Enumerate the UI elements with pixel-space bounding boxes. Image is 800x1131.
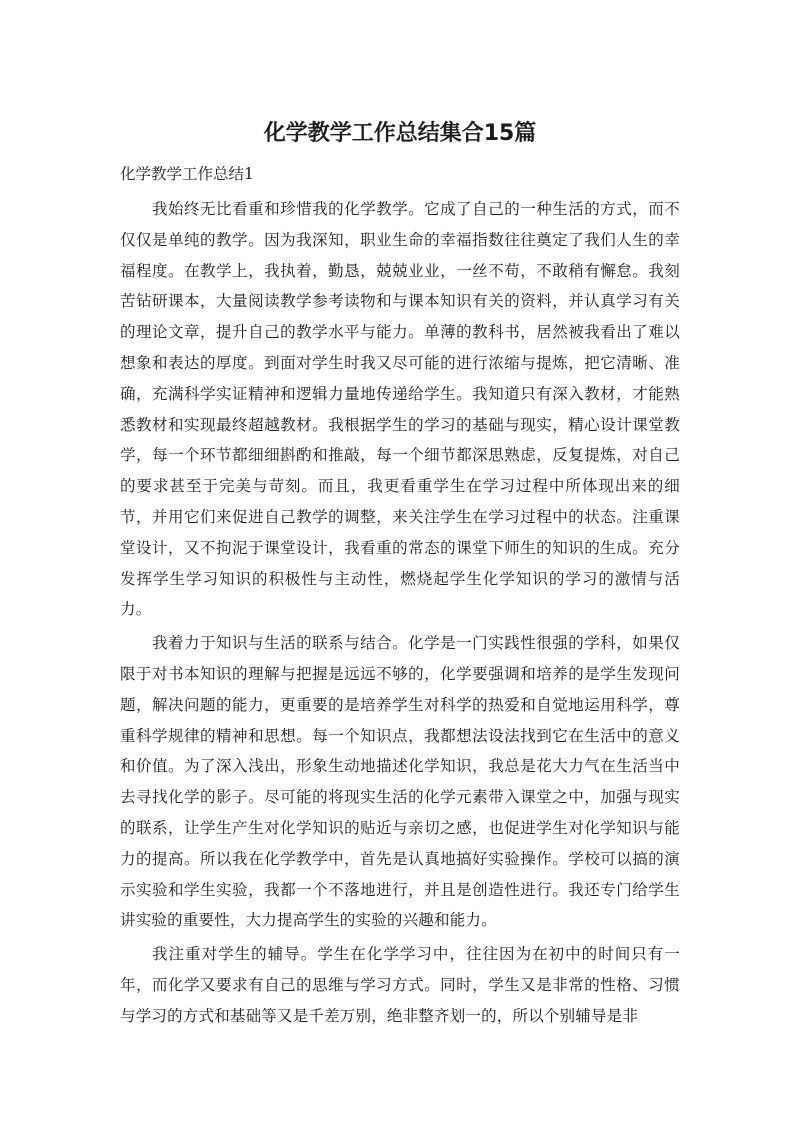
paragraph: 我注重对学生的辅导。学生在化学学习中，往往因为在初中的时间只有一年，而化学又要求有自己的思维与学习方式。同时，学生又是非常的性格、习惯与学习的方式和基础等又是千差万别，绝非整齐划一的，所以个别辅导是非 [120, 945, 680, 1025]
document-body [120, 194, 680, 1035]
document-title: 化学教学工作总结集合15篇 [263, 121, 537, 146]
paragraph: 我始终无比看重和珍惜我的化学教学。它成了自己的一种生活的方式，而不仅仅是单纯的教学。因为我深知，职业生命的幸福指数往往奠定了我们人生的幸福程度。在教学上，我执着，勤恳，兢兢业业，一丝不苟，不敢稍有懈怠。我刻苦钻研课本，大量阅读教学参考读物和与课本知识有关的资料，并认真学习有关的理论文章，提升自己的教学水平与能力。单薄的教科书，居然被我看出了难以想象和表达的厚度。到面对学生时我又尽可能的进行浓缩与提炼，把它清晰、准确，充满科学实证精神和逻辑力量地传递给学生。我知道只有深入教材，才能熟悉教材和实现最终超越教材。我根据学生的学习的基础与现实，精心设计课堂教学，每一个环节都细细斟酌和推敲，每一个细节都深思熟虑，反复提炼，对自己的要求甚至于完美与苛刻。而且，我更看重学生在学习过程中所体现出来的细节，并用它们来促进自己教学的调整，来关注学生在学习过程中的状态。注重课堂设计，又不拘泥于课堂设计，我看重的常态的课堂下师生的知识的生成。充分发挥学生学习知识的积极性与主动性，燃烧起学生化学知识的学习的激情与活力。 [120, 200, 680, 619]
paragraph: 我着力于知识与生活的联系与结合。化学是一门实践性很强的学科，如果仅限于对书本知识的理解与把握是远远不够的，化学要强调和培养的是学生发现问题，解决问题的能力，更重要的是培养学生对科学的热爱和自觉地运用科学，尊重科学规律的精神和思想。每一个知识点，我都想法设法找到它在生活中的意义和价值。为了深入浅出，形象生动地描述化学知识，我总是花大力气在生活当中去寻找化学的影子。尽可能的将现实生活的化学元素带入课堂之中，加强与现实的联系，让学生产生对化学知识的贴近与亲切之感，也促进学生对化学知识与能力的提高。所以我在化学教学中，首先是认真地搞好实验操作。学校可以搞的演示实验和学生实验，我都一个不落地进行，并且是创造性进行。我还专门给学生讲实验的重要性，大力提高学生的实验的兴趣和能力。 [120, 634, 680, 930]
section-heading: 化学教学工作总结1 [120, 165, 254, 183]
